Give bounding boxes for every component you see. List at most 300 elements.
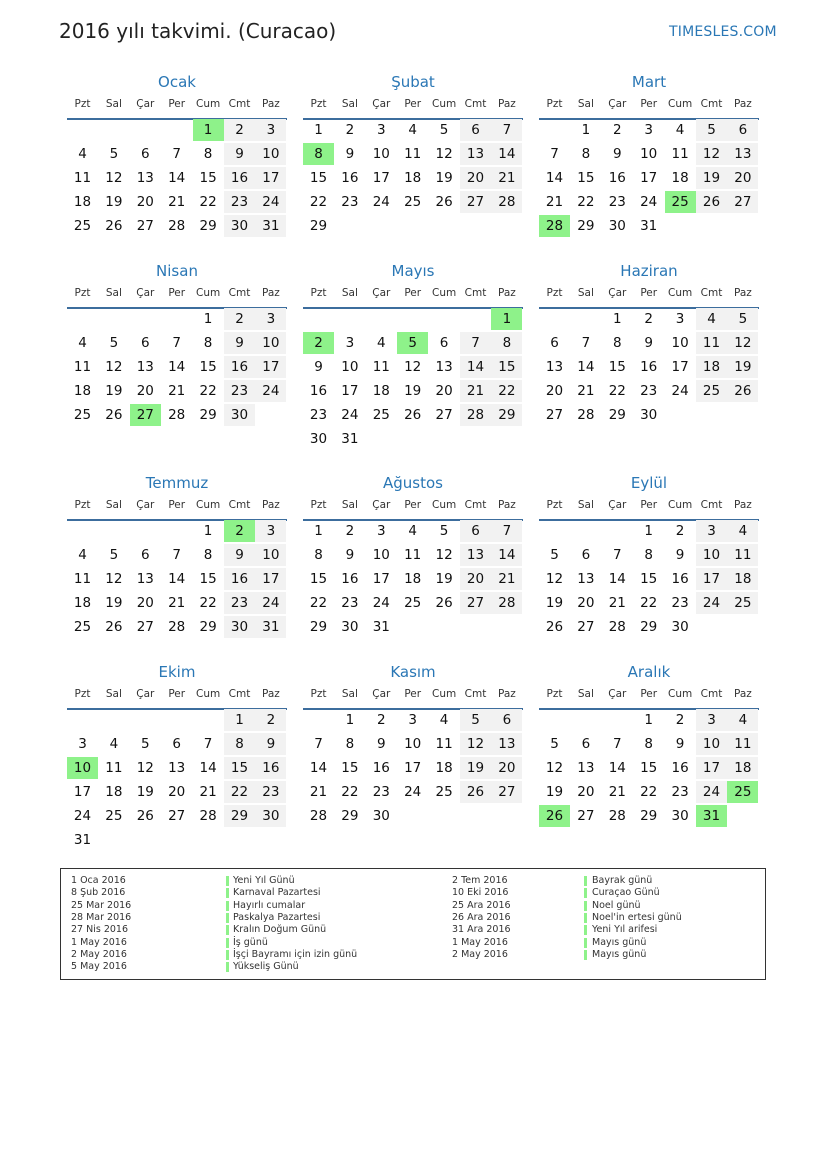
legend-holiday-name: Mayıs günü	[592, 948, 647, 960]
weekday-label: Cum	[667, 499, 693, 511]
weekday-label: Cmt	[464, 688, 487, 700]
day-cell: 2	[255, 709, 286, 731]
legend-holiday-name: Karnaval Pazartesi	[233, 887, 321, 899]
legend-holiday-name: Curaçao Günü	[592, 887, 660, 899]
day-cell: 27	[491, 781, 522, 803]
weekday-label: Pzt	[310, 98, 327, 110]
weekday-label: Per	[168, 98, 186, 110]
day-cell: 22	[608, 383, 626, 399]
day-cell: 12	[727, 332, 758, 354]
day-cell: 5	[109, 547, 119, 563]
day-cell: 12	[696, 143, 727, 165]
page-title: 2016 yılı takvimi. (Curacao)	[59, 19, 337, 43]
weekday-label: Per	[404, 98, 422, 110]
day-cell: 22	[341, 784, 359, 800]
legend-date: 2 May 2016	[452, 948, 508, 960]
legend-holiday-name: Mayıs günü	[592, 936, 647, 948]
day-cell: 21	[608, 784, 626, 800]
day-cell: 11	[727, 733, 758, 755]
day-cell: 1	[345, 712, 355, 728]
day-cell: 6	[141, 547, 150, 563]
day-cell: 17	[372, 170, 390, 186]
site-brand-link[interactable]: TIMESLES.COM	[669, 24, 777, 40]
weekday-label: Cmt	[228, 499, 251, 511]
day-cell: 7	[172, 146, 181, 162]
day-cell: 10	[255, 332, 286, 354]
weekday-label: Çar	[608, 688, 627, 700]
day-cell: 9	[613, 146, 622, 162]
day-cell: 5	[550, 736, 559, 752]
day-cell: 23	[608, 194, 626, 210]
day-cell: 30	[224, 404, 255, 426]
weekday-label: Sal	[577, 98, 594, 110]
day-cell: 22	[224, 781, 255, 803]
day-cell: 17	[696, 568, 727, 590]
weekday-label: Cum	[431, 98, 457, 110]
day-cell: 27	[545, 407, 564, 423]
day-cell: 27	[727, 191, 758, 213]
day-cell: 2	[644, 311, 653, 327]
day-cell: 13	[491, 733, 522, 755]
day-cell: 13	[727, 143, 758, 165]
day-cell: 22	[640, 595, 658, 611]
weekday-label: Çar	[136, 98, 155, 110]
day-cell: 29	[309, 218, 328, 234]
day-cell: 3	[408, 712, 417, 728]
day-cell: 21	[199, 784, 217, 800]
day-cell: 3	[644, 122, 653, 138]
day-cell: 20	[460, 167, 491, 189]
day-cell: 20	[545, 383, 564, 399]
day-cell: 29	[491, 404, 522, 426]
day-cell: 19	[105, 383, 123, 399]
holiday-day-cell: 10	[67, 757, 98, 779]
day-cell: 24	[372, 595, 390, 611]
day-cell: 20	[136, 383, 154, 399]
day-cell: 19	[460, 757, 491, 779]
day-cell: 9	[675, 547, 685, 563]
day-cell: 3	[345, 335, 355, 351]
day-cell: 1	[203, 523, 213, 539]
weekday-label: Cum	[431, 287, 457, 299]
day-cell: 4	[377, 335, 386, 351]
day-cell: 8	[644, 547, 653, 563]
day-cell: 12	[105, 571, 123, 587]
day-cell: 29	[309, 619, 328, 635]
day-cell: 20	[136, 595, 154, 611]
weekday-label: Cmt	[700, 98, 723, 110]
day-cell: 25	[727, 592, 758, 614]
day-cell: 24	[341, 407, 359, 423]
day-cell: 25	[73, 218, 92, 234]
day-cell: 2	[613, 122, 622, 138]
day-cell: 19	[435, 571, 453, 587]
weekday-label: Per	[404, 688, 422, 700]
day-cell: 24	[696, 781, 727, 803]
day-cell: 16	[224, 568, 255, 590]
day-cell: 3	[255, 520, 286, 542]
weekday-label: Paz	[733, 499, 752, 511]
day-cell: 31	[255, 616, 286, 638]
day-cell: 16	[255, 757, 286, 779]
legend-marker	[226, 901, 229, 911]
day-cell: 4	[675, 122, 685, 138]
weekday-label: Sal	[105, 688, 122, 700]
day-cell: 26	[136, 808, 154, 824]
day-cell: 21	[491, 568, 522, 590]
legend-date: 1 May 2016	[71, 936, 127, 948]
day-cell: 3	[377, 122, 386, 138]
day-cell: 12	[404, 359, 422, 375]
day-cell: 3	[255, 308, 286, 330]
legend-date: 25 Mar 2016	[71, 899, 132, 911]
day-cell: 15	[577, 170, 595, 186]
day-cell: 17	[341, 383, 359, 399]
day-cell: 30	[671, 808, 689, 824]
day-cell: 13	[460, 143, 491, 165]
day-cell: 20	[491, 757, 522, 779]
day-cell: 18	[727, 757, 758, 779]
legend-date: 5 May 2016	[71, 961, 127, 973]
day-cell: 25	[105, 808, 123, 824]
day-cell: 8	[345, 736, 355, 752]
day-cell: 17	[640, 170, 658, 186]
day-cell: 4	[696, 308, 727, 330]
day-cell: 5	[109, 335, 119, 351]
day-cell: 10	[404, 736, 422, 752]
day-cell: 17	[372, 571, 390, 587]
day-cell: 14	[608, 760, 626, 776]
day-cell: 14	[491, 143, 522, 165]
day-cell: 22	[199, 383, 217, 399]
day-cell: 21	[545, 194, 564, 210]
day-cell: 8	[203, 146, 213, 162]
day-cell: 4	[439, 712, 449, 728]
day-cell: 28	[608, 808, 626, 824]
day-cell: 18	[671, 170, 689, 186]
weekday-label: Per	[640, 98, 658, 110]
weekday-label: Per	[168, 499, 186, 511]
day-cell: 25	[404, 194, 422, 210]
day-cell: 10	[341, 359, 359, 375]
day-cell: 11	[372, 359, 390, 375]
legend-holiday-name: Hayırlı cumalar	[233, 899, 306, 911]
day-cell: 20	[577, 595, 595, 611]
weekday-label: Pzt	[546, 688, 563, 700]
weekday-label: Pzt	[74, 688, 91, 700]
day-cell: 14	[309, 760, 328, 776]
legend-marker	[584, 950, 587, 960]
day-cell: 9	[314, 359, 323, 375]
day-cell: 23	[309, 407, 328, 423]
weekday-label: Cmt	[700, 499, 723, 511]
legend-marker	[584, 938, 587, 948]
day-cell: 19	[696, 167, 727, 189]
legend-date: 26 Ara 2016	[452, 911, 511, 923]
day-cell: 16	[640, 359, 658, 375]
day-cell: 11	[105, 760, 123, 776]
day-cell: 29	[640, 808, 658, 824]
day-cell: 15	[640, 571, 658, 587]
day-cell: 18	[696, 356, 727, 378]
day-cell: 17	[404, 760, 422, 776]
legend-date: 10 Eki 2016	[452, 887, 509, 899]
day-cell: 4	[408, 523, 417, 539]
day-cell: 4	[727, 520, 758, 542]
day-cell: 12	[545, 571, 564, 587]
day-cell: 29	[199, 407, 217, 423]
day-cell: 26	[404, 407, 422, 423]
day-cell: 14	[168, 571, 186, 587]
day-cell: 14	[168, 359, 186, 375]
day-cell: 16	[372, 760, 390, 776]
day-cell: 2	[675, 523, 685, 539]
day-cell: 5	[141, 736, 150, 752]
weekday-label: Sal	[105, 287, 122, 299]
day-cell: 15	[309, 170, 328, 186]
weekday-label: Çar	[136, 688, 155, 700]
day-cell: 13	[136, 571, 154, 587]
day-cell: 23	[341, 194, 359, 210]
month-name: Temmuz	[145, 474, 209, 492]
day-cell: 24	[255, 592, 286, 614]
holiday-day-cell: 2	[303, 332, 334, 354]
weekday-label: Pzt	[74, 287, 91, 299]
day-cell: 30	[255, 805, 286, 827]
day-cell: 2	[675, 712, 685, 728]
day-cell: 17	[696, 757, 727, 779]
day-cell: 31	[372, 619, 390, 635]
legend-marker	[226, 950, 229, 960]
legend-holiday-name: Paskalya Pazartesi	[233, 911, 321, 923]
day-cell: 26	[545, 619, 564, 635]
day-cell: 20	[168, 784, 186, 800]
month-name: Mayıs	[391, 262, 435, 280]
day-cell: 7	[314, 736, 323, 752]
day-cell: 6	[581, 547, 591, 563]
day-cell: 14	[460, 356, 491, 378]
day-cell: 18	[372, 383, 390, 399]
weekday-label: Cmt	[228, 98, 251, 110]
weekday-label: Çar	[608, 499, 627, 511]
day-cell: 2	[345, 523, 355, 539]
day-cell: 22	[640, 784, 658, 800]
day-cell: 18	[73, 194, 92, 210]
day-cell: 13	[577, 760, 595, 776]
day-cell: 6	[460, 520, 491, 542]
month-name: Ekim	[158, 663, 196, 681]
day-cell: 18	[73, 383, 92, 399]
day-cell: 1	[203, 311, 213, 327]
day-cell: 17	[255, 167, 286, 189]
day-cell: 27	[136, 218, 154, 234]
weekday-label: Pzt	[546, 287, 563, 299]
day-cell: 27	[136, 619, 154, 635]
month-name: Haziran	[620, 262, 678, 280]
legend-holiday-name: Kralın Doğum Günü	[233, 924, 327, 936]
day-cell: 5	[439, 523, 449, 539]
legend-marker	[584, 876, 587, 886]
day-cell: 11	[727, 544, 758, 566]
weekday-label: Sal	[105, 98, 122, 110]
day-cell: 28	[460, 404, 491, 426]
weekday-label: Per	[404, 499, 422, 511]
day-cell: 20	[435, 383, 453, 399]
day-cell: 28	[168, 407, 186, 423]
day-cell: 23	[671, 784, 689, 800]
legend-date: 2 Tem 2016	[452, 875, 508, 886]
day-cell: 4	[78, 335, 87, 351]
holiday-day-cell: 5	[397, 332, 428, 354]
day-cell: 8	[491, 332, 522, 354]
legend-marker	[226, 876, 229, 886]
weekday-label: Paz	[733, 287, 752, 299]
legend-marker	[226, 962, 229, 972]
month-name: Aralık	[627, 663, 671, 681]
day-cell: 23	[372, 784, 390, 800]
day-cell: 3	[696, 709, 727, 731]
day-cell: 22	[199, 595, 217, 611]
day-cell: 19	[545, 595, 564, 611]
day-cell: 25	[73, 407, 92, 423]
day-cell: 18	[435, 760, 453, 776]
day-cell: 10	[640, 146, 658, 162]
day-cell: 16	[224, 356, 255, 378]
day-cell: 15	[341, 760, 359, 776]
day-cell: 11	[73, 571, 92, 587]
day-cell: 11	[73, 359, 92, 375]
weekday-label: Cum	[431, 688, 457, 700]
legend-marker	[226, 888, 229, 898]
day-cell: 28	[199, 808, 217, 824]
day-cell: 9	[644, 335, 653, 351]
weekday-label: Per	[640, 499, 658, 511]
day-cell: 24	[255, 380, 286, 402]
day-cell: 4	[109, 736, 119, 752]
weekday-label: Sal	[341, 98, 358, 110]
day-cell: 25	[404, 595, 422, 611]
day-cell: 28	[168, 218, 186, 234]
weekday-label: Paz	[261, 287, 280, 299]
day-cell: 3	[675, 311, 685, 327]
day-cell: 16	[224, 167, 255, 189]
day-cell: 5	[727, 308, 758, 330]
weekday-label: Pzt	[74, 499, 91, 511]
day-cell: 10	[696, 544, 727, 566]
weekday-label: Pzt	[310, 287, 327, 299]
day-cell: 6	[727, 119, 758, 141]
day-cell: 21	[168, 595, 186, 611]
month-name: Ağustos	[383, 474, 443, 492]
day-cell: 17	[73, 784, 92, 800]
legend-marker	[226, 938, 229, 948]
day-cell: 23	[224, 380, 255, 402]
day-cell: 30	[372, 808, 390, 824]
day-cell: 1	[314, 122, 323, 138]
day-cell: 18	[404, 170, 422, 186]
weekday-label: Paz	[261, 98, 280, 110]
day-cell: 1	[644, 712, 653, 728]
day-cell: 9	[255, 733, 286, 755]
weekday-label: Sal	[341, 287, 358, 299]
day-cell: 8	[203, 335, 213, 351]
weekday-label: Paz	[497, 98, 516, 110]
day-cell: 28	[491, 191, 522, 213]
month-divider	[303, 307, 523, 309]
day-cell: 21	[460, 380, 491, 402]
weekday-label: Cum	[667, 688, 693, 700]
day-cell: 22	[199, 194, 217, 210]
day-cell: 12	[105, 170, 123, 186]
day-cell: 23	[671, 595, 689, 611]
weekday-label: Çar	[372, 287, 391, 299]
legend-marker	[584, 901, 587, 911]
legend-date: 25 Ara 2016	[452, 899, 511, 911]
day-cell: 4	[727, 709, 758, 731]
day-cell: 18	[73, 595, 92, 611]
legend-date: 8 Şub 2016	[71, 887, 126, 899]
holiday-day-cell: 25	[665, 191, 696, 213]
day-cell: 31	[73, 832, 92, 848]
day-cell: 25	[435, 784, 453, 800]
day-cell: 30	[309, 431, 328, 447]
day-cell: 27	[460, 592, 491, 614]
day-cell: 7	[613, 736, 622, 752]
day-cell: 29	[199, 619, 217, 635]
holiday-day-cell: 27	[130, 404, 161, 426]
day-cell: 19	[105, 194, 123, 210]
weekday-label: Çar	[136, 499, 155, 511]
holiday-day-cell: 28	[539, 215, 570, 237]
day-cell: 28	[168, 619, 186, 635]
day-cell: 30	[640, 407, 658, 423]
day-cell: 29	[608, 407, 626, 423]
weekday-label: Cmt	[228, 287, 251, 299]
day-cell: 21	[309, 784, 328, 800]
weekday-label: Paz	[497, 688, 516, 700]
holiday-day-cell: 31	[696, 805, 727, 827]
day-cell: 9	[675, 736, 685, 752]
day-cell: 20	[727, 167, 758, 189]
day-cell: 12	[435, 146, 453, 162]
day-cell: 1	[581, 122, 591, 138]
day-cell: 5	[550, 547, 559, 563]
holiday-legend	[60, 868, 766, 980]
day-cell: 29	[341, 808, 359, 824]
day-cell: 30	[224, 215, 255, 237]
weekday-label: Çar	[372, 499, 391, 511]
day-cell: 16	[341, 571, 359, 587]
weekday-label: Çar	[608, 98, 627, 110]
weekday-label: Per	[168, 688, 186, 700]
weekday-label: Cum	[195, 499, 221, 511]
day-cell: 8	[224, 733, 255, 755]
weekday-label: Paz	[497, 499, 516, 511]
day-cell: 1	[644, 523, 653, 539]
day-cell: 7	[460, 332, 491, 354]
month-name: Ocak	[158, 73, 196, 91]
holiday-day-cell: 1	[491, 308, 522, 330]
day-cell: 28	[309, 808, 328, 824]
day-cell: 15	[199, 359, 217, 375]
day-cell: 24	[671, 383, 689, 399]
legend-holiday-name: Noel günü	[592, 899, 641, 911]
day-cell: 19	[435, 170, 453, 186]
day-cell: 14	[199, 760, 217, 776]
day-cell: 3	[377, 523, 386, 539]
day-cell: 7	[550, 146, 559, 162]
day-cell: 12	[136, 760, 154, 776]
